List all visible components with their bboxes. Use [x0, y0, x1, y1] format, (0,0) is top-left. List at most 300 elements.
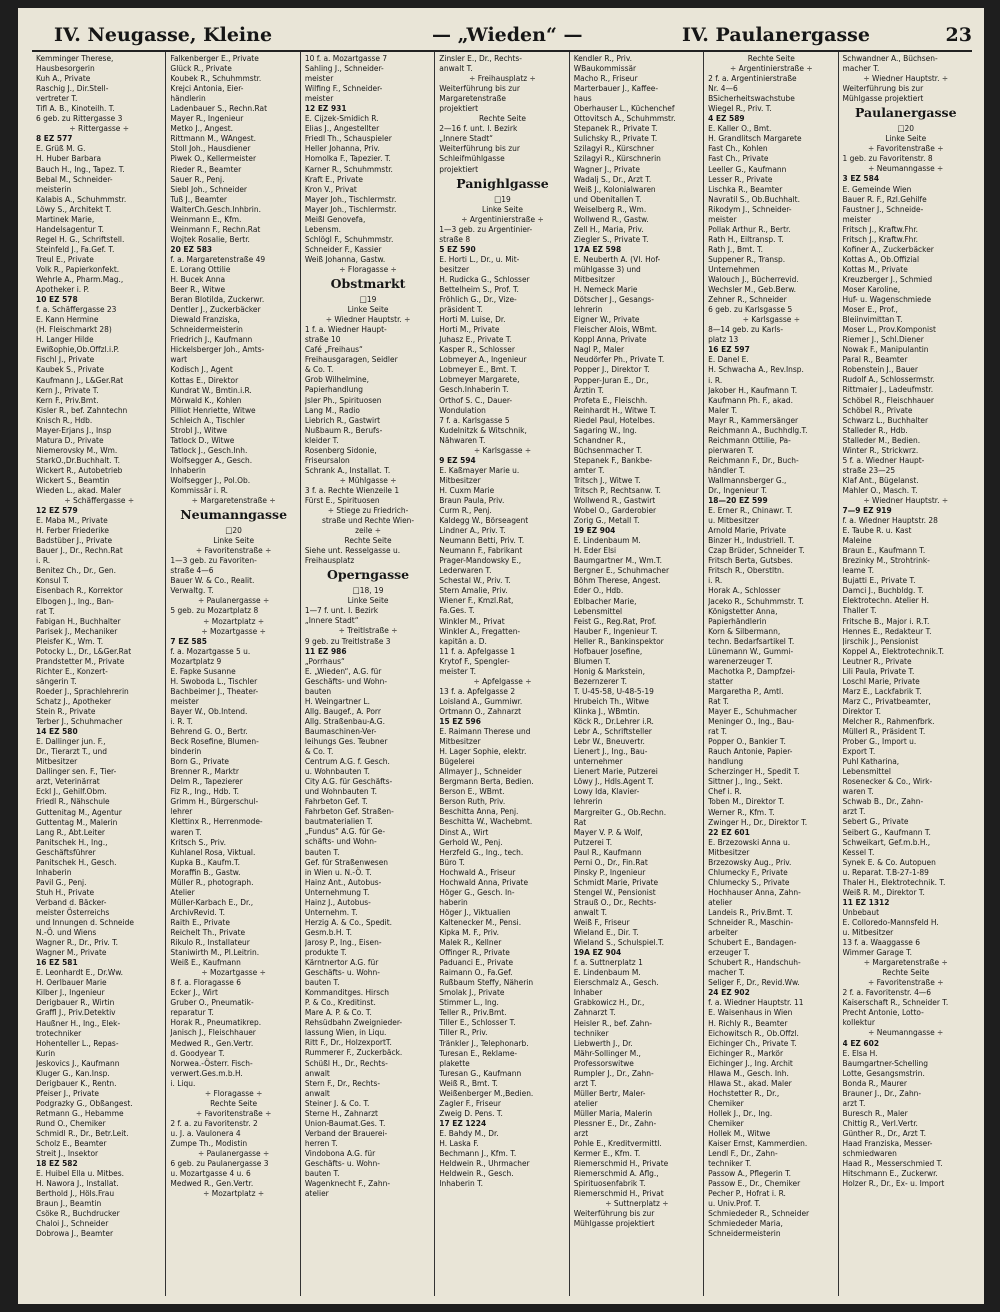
directory-entry: Kaubek S., Private	[36, 364, 104, 375]
directory-entry: Strobl J., Witwe	[170, 424, 227, 435]
directory-entry: Nagl P., Maler	[573, 344, 625, 355]
directory-entry: Sagaring W., Ing.	[573, 424, 637, 435]
directory-entry: Fritsche B., Major i. R.T.	[842, 615, 930, 626]
directory-entry: Stuh H., Private	[36, 886, 95, 897]
directory-entry: Fahrbeton Gef. T.	[304, 796, 368, 807]
directory-entry: Baumgartner-Schelling	[842, 1057, 928, 1068]
building-entry: 8 EZ 577	[36, 133, 73, 144]
directory-entry: Eder O., Hdb.	[573, 585, 624, 596]
directory-entry: sängerin T.	[36, 675, 77, 686]
directory-entry: Wilfing F., Schneider-	[304, 83, 383, 94]
directory-entry: plakette	[439, 1057, 470, 1068]
directory-entry: Sauer R., Penj.	[170, 173, 225, 184]
directory-entry: Rath J., Bmt. T.	[708, 243, 764, 254]
directory-entry: Jsler Ph., Spirituosen	[304, 394, 382, 405]
directory-entry: Allg. Baugef., A. Porr	[304, 705, 381, 716]
directory-entry: H. Lager Sophie, elektr.	[439, 746, 527, 757]
cross-street-marker: ÷ Karlsgasse ÷	[742, 314, 800, 325]
directory-entry: Ziegler S., Private T.	[573, 233, 649, 244]
directory-entry: pierwaren T.	[708, 444, 754, 455]
directory-entry: leihungs Ges. Teubner	[304, 736, 388, 746]
directory-entry: u. Mozartgasse 4 u. 6	[170, 1168, 251, 1179]
directory-entry: f. a. Wiedner Hauptstr. 11	[708, 997, 804, 1008]
directory-entry: 2—16 f. unt. I. Bezirk	[439, 123, 518, 134]
directory-entry: Pinsky P., Ingenieur	[573, 866, 646, 877]
directory-entry: Müller R., photograph.	[170, 876, 254, 887]
directory-entry: Kodisch J., Agent	[170, 364, 233, 375]
directory-entry: Inhaberin	[170, 464, 206, 475]
directory-entry: Kaiser Ernst, Kammerdien.	[708, 1138, 808, 1149]
directory-entry: Ottovitsch A., Schuhmmstr.	[573, 113, 676, 124]
directory-entry: Schleifmühlgasse	[439, 153, 505, 164]
directory-entry: Mühlgasse projektiert	[573, 1218, 655, 1229]
directory-entry: Profeta E., Fleischh.	[573, 394, 648, 405]
directory-entry: Mitbesitzer	[708, 846, 750, 857]
directory-entry: und Obenitallen T.	[573, 193, 642, 204]
postal-district-marker: □ 20	[170, 525, 296, 535]
directory-entry: Arnold Marie, Private	[708, 525, 787, 536]
cross-street-marker: ÷ Wiedner Hauptstr. ÷	[863, 494, 949, 505]
directory-entry: E. Taube R. u. Kast	[842, 525, 912, 536]
cross-street-marker: ÷ Margaretenstraße ÷	[191, 495, 276, 506]
directory-entry: Elias J., Angestellter	[304, 123, 380, 134]
directory-entry: Krejci Antonia, Eier-	[170, 83, 244, 94]
directory-entry: Fischl J., Private	[36, 354, 95, 365]
directory-entry: Lendl F., Dr., Zahn-	[708, 1148, 778, 1159]
directory-entry: T. U-45-58, U-48-5-19	[573, 685, 654, 696]
directory-entry: Eichinger J., Ing. Archit	[708, 1057, 793, 1068]
directory-entry: Hollek M., Witwe	[708, 1128, 771, 1139]
directory-entry: Kottas E., Direktor	[170, 374, 239, 385]
directory-entry: Sulichsky R., Private T.	[573, 133, 658, 144]
directory-entry: Hennes E., Redakteur T.	[842, 625, 932, 636]
directory-entry: Kupka B., Kaufm.T.	[170, 856, 240, 867]
directory-entry: 1—7 f. unt. I. Bezirk	[304, 605, 379, 616]
directory-entry: Schestal W., Priv. T.	[439, 575, 511, 586]
directory-entry: warenerzeuger T.	[708, 655, 773, 666]
directory-entry: Pfeiser J., Private	[36, 1087, 100, 1098]
directory-entry: und Innungen d. Schneide	[36, 917, 134, 928]
directory-entry: Höger G., Gesch. In-	[439, 886, 515, 897]
directory-entry: Weiß Johanna, Gastw.	[304, 253, 386, 264]
directory-entry: Schmiededer Maria,	[708, 1218, 783, 1229]
directory-entry: Horti M. Luise, Dr.	[439, 314, 506, 325]
directory-entry: Lebensm.	[304, 223, 342, 234]
directory-entry: besitzer	[439, 263, 470, 274]
cross-street-marker: ÷ Suttnerplatz ÷	[605, 1198, 669, 1209]
directory-entry: Lederwaren T.	[439, 565, 492, 576]
cross-street-marker: Linke Seite	[885, 133, 927, 144]
directory-entry: Horak R., Pneumatikrep.	[170, 1017, 262, 1028]
directory-entry: Popper-Juran E., Dr.,	[573, 374, 649, 385]
directory-entry: Eisenbach R., Korrektor	[36, 585, 123, 596]
directory-entry: Zorig G., Metall T.	[573, 515, 640, 526]
directory-entry: Fiz R., Ing., Hdb. T.	[170, 786, 240, 797]
page-number: 23	[945, 24, 972, 46]
directory-entry: E. Leonhardt E., Dr.Ww.	[36, 967, 123, 978]
directory-entry: Wagner M., Private	[36, 947, 107, 958]
directory-entry: Stepanek R., Private T.	[573, 123, 658, 134]
directory-entry: Papierhandlung	[304, 384, 363, 395]
directory-entry: Lili Paula, Private T.	[842, 665, 915, 676]
directory-entry: Sahling J., Schneider-	[304, 63, 384, 74]
directory-entry: Weiß F., Friseur	[573, 917, 630, 928]
directory-entry: Inhaber	[573, 987, 603, 998]
directory-entry: Kasper R., Schlosser	[439, 344, 515, 355]
directory-entry: Fabigan H., Buchhalter	[36, 615, 121, 626]
directory-entry: Schmidl R., Dr., Betr.Leit.	[36, 1128, 129, 1139]
directory-entry: Weiselberg R., Wm.	[573, 203, 647, 214]
building-entry: 4 EZ 602	[842, 1037, 880, 1048]
directory-entry: haus	[573, 93, 592, 104]
directory-entry: Kaufmann Ph. F., akad.	[708, 394, 793, 405]
directory-entry: anwalt	[304, 1067, 330, 1078]
directory-entry: Gruber O., Pneumatik-	[170, 997, 254, 1008]
directory-entry: Bauer J., Dr., Rechn.Rat	[36, 545, 123, 556]
directory-entry: atelier	[708, 896, 733, 907]
directory-entry: Margaretha P., Amtl.	[708, 685, 784, 696]
directory-entry: wart	[170, 354, 188, 365]
directory-entry: 11 f. a. Apfelgasse 1	[439, 645, 516, 656]
directory-entry: Blumen T.	[573, 655, 611, 666]
directory-entry: Verband d. Bäcker-	[36, 896, 107, 907]
cross-street-marker: ÷ Argentinierstraße ÷	[730, 63, 813, 74]
directory-entry: Popper J., Direktor T.	[573, 364, 650, 375]
directory-entry: Wollwend R., Gastw.	[573, 213, 649, 224]
postal-district-marker: □ 19	[305, 294, 431, 304]
directory-entry: H. Swoboda L., Tischler	[170, 675, 258, 686]
directory-entry: Lobmeyer Margarete,	[439, 374, 520, 385]
directory-entry: Scherzinger H., Spedit T.	[708, 766, 800, 777]
directory-entry: Teller R., Priv.Bmt.	[439, 1007, 507, 1018]
directory-entry: Precht Antonie, Lotto-	[842, 1007, 924, 1018]
directory-entry: bautmaterialien T.	[304, 816, 373, 827]
building-entry: 7—9 EZ 919	[842, 505, 892, 516]
directory-entry: Elbogen J., Ing., Ban-	[36, 595, 114, 606]
directory-entry: Rittmaier J., Ladeufmstr.	[842, 384, 934, 395]
directory-entry: straße 8	[439, 233, 471, 244]
directory-entry: Rikulo R., Installateur	[170, 937, 250, 948]
directory-entry: Wickert R., Autobetrieb	[36, 464, 123, 475]
building-entry: 20 EZ 583	[170, 243, 213, 254]
directory-entry: Mitbesitzer	[36, 756, 78, 767]
directory-entry: H. Nemeck Marie	[573, 284, 638, 295]
directory-entry: E. Waisenhaus in Wien	[708, 1007, 793, 1018]
directory-entry: Plessner E., Dr., Zahn-	[573, 1117, 657, 1128]
directory-entry: Mozartplatz 9	[170, 655, 222, 666]
directory-entry: Kron V., Privat	[304, 183, 357, 194]
directory-entry: H. Langer Hilde	[36, 334, 94, 345]
directory-entry: Schatz J., Apotheker	[36, 696, 112, 706]
directory-entry: produkte T.	[304, 946, 347, 957]
directory-entry: f. a. Wiedner Hauptstr. 28	[842, 515, 938, 526]
directory-entry: Heldwein R., Uhrmacher	[439, 1158, 530, 1169]
directory-entry: Strauß O., Dr., Rechts-	[573, 896, 657, 907]
directory-entry: 9 geb. zu Treitlstraße 3	[304, 635, 391, 646]
directory-entry: 13 f. a. Waaggasse 6	[842, 937, 921, 948]
directory-entry: Metko J., Angest.	[170, 123, 234, 134]
street-heading: Panighlgasse	[456, 175, 549, 191]
directory-entry: Lang R., Abt.Leiter	[36, 826, 105, 837]
directory-entry: Bauch H., Ing., Tapez. T.	[36, 163, 125, 174]
directory-entry: Scholz E., Beamter	[36, 1138, 107, 1149]
cross-street-marker: ÷ Neumanngasse ÷	[868, 163, 944, 174]
directory-entry: Kermer E., Kfm. T.	[573, 1148, 641, 1159]
cross-street-marker: ÷ Favoritenstraße ÷	[868, 977, 944, 988]
directory-entry: Weiß R. M., Direktor T.	[842, 886, 925, 897]
directory-entry: Parisek J., Mechaniker	[36, 625, 118, 636]
directory-entry: Direktor T.	[842, 705, 882, 716]
directory-entry: Bebal M., Schneider-	[36, 173, 113, 184]
directory-entry: meister Österreichs	[36, 906, 110, 917]
directory-entry: Haad R., Messerschmied T.	[842, 1158, 943, 1169]
directory-entry: Leutner R., Private	[842, 655, 912, 666]
directory-entry: Wiener F., Kmzl.Rat,	[439, 595, 514, 606]
directory-entry: Wollwend R., Gastwirt	[573, 495, 656, 506]
directory-entry: Dinst A., Wirt	[439, 826, 489, 837]
directory-entry: (H. Fleischmarkt 28)	[36, 324, 112, 335]
directory-entry: „Fundus“ A.G. für Ge-	[304, 826, 386, 837]
directory-entry: Jakober H., Kaufmann T.	[708, 384, 798, 395]
directory-entry: Fritsch Berta, Gutsbes.	[708, 555, 793, 566]
directory-entry: Braun J., Beamtin	[36, 1198, 102, 1209]
directory-entry: Smolak J., Private	[439, 987, 505, 998]
building-entry: 22 EZ 601	[708, 826, 750, 837]
directory-entry: Schneidermeisterin	[708, 1228, 781, 1239]
directory-entry: Suppener R., Transp.	[708, 253, 786, 264]
directory-entry: 10 f. a. Mozartgasse 7	[304, 53, 388, 63]
directory-entry: Steiner J. & Co. T.	[304, 1097, 370, 1108]
directory-entry: E. Maba M., Private	[36, 515, 108, 526]
directory-entry: trotechniker	[36, 1027, 82, 1038]
directory-entry: Mayer E., Schuhmacher	[708, 706, 797, 717]
directory-entry: Schöbel R., Fleischhauer	[842, 394, 934, 405]
directory-entry: Braun E., Kaufmann T.	[842, 545, 926, 556]
directory-entry: Curm R., Penj.	[439, 505, 492, 516]
directory-entry: Unternehmung T.	[304, 886, 370, 897]
cross-street-marker: ÷ Wiedner Hauptstr. ÷	[863, 73, 949, 84]
directory-entry: 6 geb. zu Paulanergasse 3	[170, 1158, 269, 1169]
directory-entry: Chittig R., Verl.Vertr.	[842, 1117, 918, 1128]
directory-entry: City A.G. für Geschäfts-	[304, 776, 393, 787]
directory-entry: schmiedwaren	[842, 1148, 897, 1159]
street-heading: Operngasse	[326, 567, 410, 583]
directory-entry: bauten T.	[304, 1168, 340, 1179]
directory-entry: Brzezowsky Aug., Priv.	[708, 856, 792, 867]
directory-entry: Winkler A., Fregatten-	[439, 625, 521, 636]
directory-entry: atelier	[573, 1097, 598, 1108]
directory-entry: Brezinky M., Strohtrink-	[842, 555, 930, 566]
directory-entry: E. Gemeinde Wien	[842, 183, 912, 194]
directory-entry: Tifl A. B., Kinoteilh. T.	[36, 103, 115, 114]
directory-entry: Zwinger H., Dr., Direktor T.	[708, 816, 808, 827]
directory-entry: Kipka M. F., Priv.	[439, 926, 499, 937]
directory-entry: Siehe unt. Resselgasse u.	[304, 545, 401, 556]
directory-entry: Rummerer F., Zuckerbäck.	[304, 1047, 403, 1058]
directory-entry: Fahrbeton Gef. Straßen-	[304, 806, 394, 817]
directory-entry: Kendler R., Priv.	[573, 53, 632, 63]
directory-entry: E. Grüß M. G.	[36, 143, 86, 154]
directory-entry: Wondulation	[439, 404, 486, 415]
directory-entry: Kottas M., Private	[842, 263, 908, 274]
cross-street-marker: ÷ Paulanergasse ÷	[198, 595, 270, 606]
cross-street-marker: Rechte Seite	[882, 967, 930, 978]
directory-entry: Mühlgasse projektiert	[842, 93, 924, 104]
directory-entry: Dr., Tierarzt T., und	[36, 746, 107, 757]
directory-entry: Mahler O., Masch. T.	[842, 484, 918, 495]
directory-entry: Kern J., Private T.	[36, 384, 99, 395]
directory-entry: haberin	[439, 896, 468, 907]
directory-entry: Schrank A., Installat. T.	[304, 464, 391, 475]
directory-entry: H. Eder Elsi	[573, 545, 617, 556]
directory-entry: Siebl Joh., Schneider	[170, 183, 247, 194]
directory-entry: Raith E., Private	[170, 916, 230, 927]
cross-street-marker: ÷ Stiege zu Friedrich-	[327, 505, 409, 516]
directory-entry: Lobmeyer E., Bmt. T.	[439, 364, 517, 375]
directory-entry: Café „Freihaus“	[304, 344, 363, 355]
directory-entry: Hochhauser Anna, Zahn-	[708, 886, 801, 897]
directory-entry: Ewißophie,Ob.Offzl.i.P.	[36, 344, 120, 355]
directory-entry: Pecher P., Hofrat i. R.	[708, 1188, 786, 1199]
directory-entry: Leeller G., Kaufmann	[708, 163, 787, 174]
directory-entry: H. Weingartner L.	[304, 695, 370, 706]
directory-entry: Riemerschmid H., Private	[573, 1158, 669, 1169]
directory-entry: Geschäftsführer	[36, 846, 96, 857]
directory-entry: Bonda R., Maurer	[842, 1077, 907, 1088]
building-entry: 17A EZ 598	[573, 243, 622, 254]
directory-entry: Moser L., Prov.Komponist	[842, 324, 936, 335]
directory-entry: Faustner J., Schneide-	[842, 203, 924, 214]
directory-entry: Pleisfer K., Wm. T.	[36, 635, 104, 646]
cross-street-marker: Linke Seite	[347, 595, 389, 606]
directory-column	[569, 52, 703, 1296]
directory-entry: Riemerschmid H., Privat	[573, 1188, 664, 1199]
directory-entry: bauten	[304, 685, 332, 696]
directory-entry: Friseursalon	[304, 454, 350, 465]
directory-entry: Dötscher J., Gesangs-	[573, 294, 654, 305]
directory-entry: E. Raimann Therese und	[439, 726, 531, 737]
directory-entry: Reichmann F., Dr., Buch-	[708, 454, 799, 465]
directory-entry: Professorswitwe	[573, 1057, 634, 1068]
directory-entry: Navratil S., Ob.Buchhalt.	[708, 193, 800, 204]
directory-entry: Kluger G., Kan.Insp.	[36, 1067, 110, 1078]
directory-entry: Horti M., Private	[439, 324, 500, 335]
directory-entry: Stalleder R., Hdb.	[842, 424, 908, 435]
directory-entry: 5 f. a. Wiedner Haupt-	[842, 454, 925, 465]
directory-entry: Grimm H., Bürgerschul-	[170, 796, 259, 807]
directory-entry: Schubert E., Bandagen-	[708, 937, 797, 948]
directory-entry: Binzer H., Industriell. T.	[708, 535, 795, 546]
directory-entry: i. R. T.	[170, 716, 193, 726]
directory-entry: Chaloi J., Schneider	[36, 1218, 109, 1229]
directory-entry: Mitbesitzer	[573, 274, 615, 285]
directory-entry: Dobrowa J., Beamter	[36, 1228, 114, 1239]
directory-entry: Wojtek Rosalie, Bertr.	[170, 233, 250, 244]
directory-entry: Rosenberg Sidonie,	[304, 444, 377, 455]
directory-entry: Müller Bertr, Maler-	[573, 1087, 646, 1098]
directory-entry: Maleine	[842, 535, 872, 546]
directory-entry: techn. Bedarfsartikel T.	[708, 635, 795, 646]
directory-entry: H. Rudicka G., Schlosser	[439, 273, 530, 284]
directory-page	[18, 8, 984, 1304]
directory-entry: 1—3 geb. zu Argentinier-	[439, 223, 533, 234]
directory-entry: Weiß E., Kaufmann	[170, 957, 241, 968]
directory-entry: Delm R., Tapezierer	[170, 776, 243, 787]
directory-entry: Kudelnitzk & Witschnik,	[439, 424, 527, 435]
directory-entry: Fürst E., Spirituosen	[304, 494, 380, 505]
directory-entry: Kommanditges. Hirsch	[304, 987, 389, 998]
directory-entry: Derigbauer R., Wirtin	[36, 997, 115, 1008]
directory-entry: Potocky L., Dr., L&Ger.Rat	[36, 645, 132, 656]
directory-entry: Streit J., Insektor	[36, 1148, 99, 1159]
directory-entry: Wehrle A., Pharm.Mag.,	[36, 274, 124, 285]
building-entry: 24 EZ 902	[708, 987, 750, 998]
directory-entry: f. a. Schäffergasse 23	[36, 304, 117, 315]
directory-entry: Eichowitsch R., Ob.Offzl.	[708, 1027, 799, 1038]
directory-entry: Kilber J., Ingenieur	[36, 987, 105, 998]
directory-entry: Müllerl R., Präsident T.	[842, 726, 926, 737]
directory-entry: Thaler H., Elektrotechnik. T.	[842, 876, 946, 887]
directory-entry: Passow A., Pflegerin T.	[708, 1168, 792, 1179]
directory-entry: unternehmer	[573, 756, 623, 767]
directory-entry: Richter E., Konzert-	[36, 665, 108, 676]
directory-entry: Koppel A., Elektrotechnik.T.	[842, 645, 945, 656]
directory-entry: Rund O., Chemiker	[36, 1117, 106, 1128]
directory-entry: Hohenteller L., Repas-	[36, 1037, 119, 1048]
directory-entry: i. R.	[708, 575, 723, 586]
directory-entry: Matura D., Private	[36, 434, 104, 445]
cross-street-marker: ÷ Rittergasse ÷	[69, 123, 129, 134]
directory-entry: 7 f. a. Karlsgasse 5	[439, 414, 510, 425]
directory-entry: Berson Ruth, Priv.	[439, 796, 506, 807]
directory-entry: Chemiker	[708, 1117, 744, 1128]
directory-entry: Weinmann F., Rechn.Rat	[170, 223, 261, 234]
directory-entry: Kisler R., bef. Zahntechn	[36, 404, 128, 415]
directory-entry: Prandstetter M., Private	[36, 655, 125, 666]
directory-entry: Kuh A., Private	[36, 73, 91, 84]
directory-entry: Meißl Genovefa,	[304, 213, 366, 224]
directory-entry: Kommissär i. R.	[170, 485, 228, 496]
directory-entry: H. Laska F.	[439, 1137, 479, 1148]
directory-entry: Marz E., Lackfabrik T.	[842, 685, 922, 696]
directory-entry: Löwy J., Hdls.Agent T.	[573, 776, 654, 787]
directory-entry: Freihausgaragen, Seidler	[304, 354, 398, 365]
directory-entry: Badstüber J., Private	[36, 535, 113, 546]
directory-entry: Szilagyi R., Kürschnerin	[573, 153, 661, 164]
directory-entry: Weißenberger M.,Bedien.	[439, 1087, 534, 1098]
directory-entry: Born G., Private	[170, 756, 230, 767]
directory-entry: Bechmann J., Kfm. T.	[439, 1148, 517, 1159]
directory-entry: Macho R., Friseur	[573, 73, 638, 84]
directory-entry: Gerhold W., Penj.	[439, 836, 503, 847]
directory-entry: Turesan G., Kaufmann	[439, 1067, 522, 1078]
directory-entry: Hickelsberger Joh., Amts-	[170, 344, 265, 355]
directory-entry: Huf- u. Wagenschmiede	[842, 294, 932, 305]
directory-entry: Bachbeimer J., Theater-	[170, 685, 259, 696]
directory-entry: meister	[708, 213, 737, 224]
directory-entry: Reinhardt H., Witwe T.	[573, 404, 656, 415]
directory-entry: f. a. Suttnerplatz 1	[573, 957, 643, 968]
cross-street-marker: zeile ÷	[355, 525, 381, 536]
directory-entry: Benitez Ch., Dr., Gen.	[36, 565, 117, 576]
cross-street-marker: ÷ Mozartplatz ÷	[203, 615, 265, 626]
directory-entry: „Porrhaus“	[304, 655, 345, 666]
directory-entry: Kuhlanel Rosa, Viktual.	[170, 846, 256, 857]
directory-entry: Hausbesorgerin	[36, 63, 95, 74]
directory-entry: händlerin	[170, 93, 206, 104]
directory-entry: Berthold J., Höls.Frau	[36, 1188, 115, 1199]
cross-street-marker: ÷ Neumanngasse ÷	[868, 1027, 944, 1038]
